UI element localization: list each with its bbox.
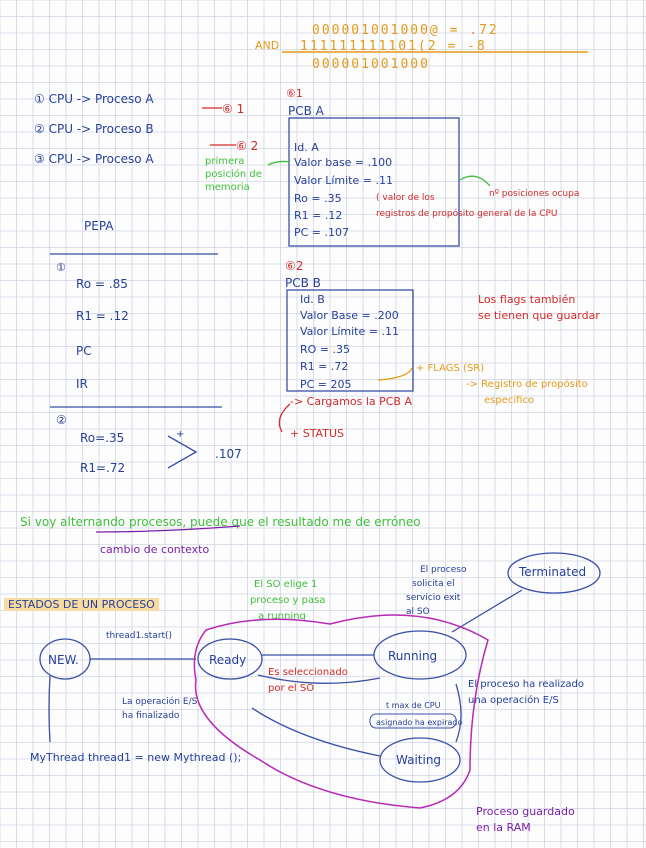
- request-4: al SO: [406, 607, 430, 617]
- pcb-a-note-reg-2: registros de propósito general de la CPU: [376, 209, 558, 219]
- pcb-a-note-reg: ( valor de los: [376, 193, 435, 203]
- pcb-a-line-0: Id. A: [294, 141, 319, 154]
- pepa-ro-2: Ro=.35: [80, 431, 125, 445]
- arrow-memory: [268, 161, 290, 165]
- step-3: ③ CPU -> Proceso A: [34, 152, 154, 166]
- start-label: thread1.start(): [106, 631, 173, 641]
- step-2: ② CPU -> Proceso B: [34, 122, 154, 136]
- selected-2: por el SO: [268, 683, 315, 694]
- pcb-b-line-2: Valor Límite = .11: [300, 325, 399, 338]
- pcb-b-flags: + FLAGS (SR): [416, 363, 485, 374]
- pepa-ir: IR: [76, 377, 88, 391]
- running-circle: [374, 631, 466, 679]
- state-new: NEW.: [48, 653, 79, 667]
- arrow-running-waiting: [456, 684, 461, 742]
- pcb-b-box: [287, 290, 413, 391]
- pcb-a-marker: ⑥1: [286, 87, 303, 100]
- new-circle: [40, 639, 90, 679]
- states-heading: ESTADOS DE UN PROCESO: [4, 598, 159, 611]
- tmax-label: t max de CPU: [386, 701, 441, 710]
- pepa-r1: R1 = .12: [76, 309, 129, 323]
- pcb-a-line-5: PC = .107: [294, 226, 350, 239]
- arrow-running-terminated: [452, 590, 522, 632]
- pcb-b-line-0: Id. B: [300, 293, 325, 306]
- io-made-1: El proceso ha realizado: [468, 679, 585, 690]
- pcb-b-load: -> Cargamos la PCB A: [290, 395, 413, 408]
- new-thread-code: MyThread thread1 = new Mythread ();: [30, 751, 242, 764]
- request-2: solicita el: [412, 579, 455, 589]
- binary-result: 000001001000: [312, 57, 430, 72]
- ram-note-1: Proceso guardado: [476, 805, 575, 818]
- pepa-section-2: ②: [56, 413, 67, 427]
- pepa-section-1: ①: [56, 261, 66, 274]
- pcb-a-title: PCB A: [288, 104, 324, 118]
- ram-note-2: en la RAM: [476, 821, 531, 834]
- arrow-running-ready: [258, 675, 380, 683]
- pcb-a-line-3: Ro = .35: [294, 192, 342, 205]
- arrow-flags: [378, 368, 412, 380]
- purple-enclosure: [194, 615, 488, 808]
- pepa-sum: .107: [215, 447, 242, 461]
- pcb-b-marker: ⑥2: [285, 259, 304, 273]
- binary-row-1: 000001001000@ = .72: [312, 23, 499, 38]
- pcb-b-reg-esp-2: específico: [484, 395, 535, 406]
- pcb-a-line-4: R1 = .12: [294, 209, 343, 222]
- pepa-sum-bracket: [168, 436, 196, 468]
- selected-1: Es seleccionado: [268, 667, 348, 678]
- pepa-ro: Ro = .85: [76, 277, 128, 291]
- assigned-box: [370, 714, 456, 728]
- step-mark-1: ⑥ 1: [222, 102, 245, 116]
- note-memory-2: posición de: [205, 169, 262, 180]
- note-memory-1: primera: [205, 156, 245, 167]
- waiting-circle: [380, 738, 460, 782]
- pcb-b-title: PCB B: [285, 276, 321, 290]
- so-choose-1: El SO elige 1: [254, 579, 318, 590]
- context-brace: [96, 526, 240, 532]
- pcb-b-line-1: Valor Base = .200: [300, 309, 399, 322]
- arrow-waiting-ready: [252, 708, 380, 756]
- terminated-circle: [508, 553, 600, 593]
- step-1: ① CPU -> Proceso A: [34, 92, 154, 106]
- pcb-a-line-2: Valor Límite = .11: [294, 174, 393, 187]
- io-done-2: ha finalizado: [122, 711, 180, 721]
- state-ready: Ready: [209, 653, 247, 667]
- request-1: El proceso: [420, 565, 467, 575]
- assigned-label: asignado ha expirado: [376, 718, 463, 727]
- io-made-2: una operación E/S: [468, 695, 559, 706]
- pcb-b-line-5: PC = 205: [300, 378, 352, 391]
- pcb-a-line-1: Valor base = .100: [294, 156, 393, 169]
- pcb-b-status: + STATUS: [290, 427, 344, 440]
- binary-row-2: 111111111101(2 = -8: [300, 39, 487, 54]
- pepa-r1-2: R1=.72: [80, 461, 126, 475]
- context-sentence: Si voy alternando procesos, puede que el resultado me de erróneo: [20, 515, 421, 529]
- so-choose-2: proceso y pasa: [250, 595, 326, 606]
- flags-note-2: se tienen que guardar: [478, 309, 600, 322]
- note-memory-3: memoria: [205, 182, 250, 193]
- context-label: cambio de contexto: [100, 543, 210, 556]
- pcb-b-reg-esp-1: -> Registro de propósito: [466, 379, 588, 390]
- state-terminated: Terminated: [519, 565, 587, 579]
- flags-note-1: Los flags también: [478, 293, 576, 306]
- pcb-a-note-pos: nº posiciones ocupa: [489, 189, 580, 199]
- ready-circle: [198, 639, 262, 679]
- and-label: AND: [255, 39, 280, 52]
- arrow-positions: [460, 176, 490, 186]
- pepa-title: PEPA: [84, 219, 114, 233]
- so-choose-3: a running: [258, 611, 306, 622]
- pcb-b-line-3: RO = .35: [300, 343, 351, 356]
- request-3: servicio exit: [406, 593, 461, 603]
- pepa-plus: +: [176, 429, 185, 440]
- state-running: Running: [388, 649, 438, 663]
- pcb-b-line-4: R1 = .72: [300, 360, 349, 373]
- pcb-a-box: [289, 118, 459, 246]
- arrow-status: [279, 404, 290, 432]
- arrow-code-new: [49, 676, 50, 742]
- io-done-1: La operación E/S: [122, 697, 198, 707]
- state-waiting: Waiting: [396, 753, 442, 767]
- step-mark-2: ⑥ 2: [236, 139, 259, 153]
- pepa-pc: PC: [76, 344, 92, 358]
